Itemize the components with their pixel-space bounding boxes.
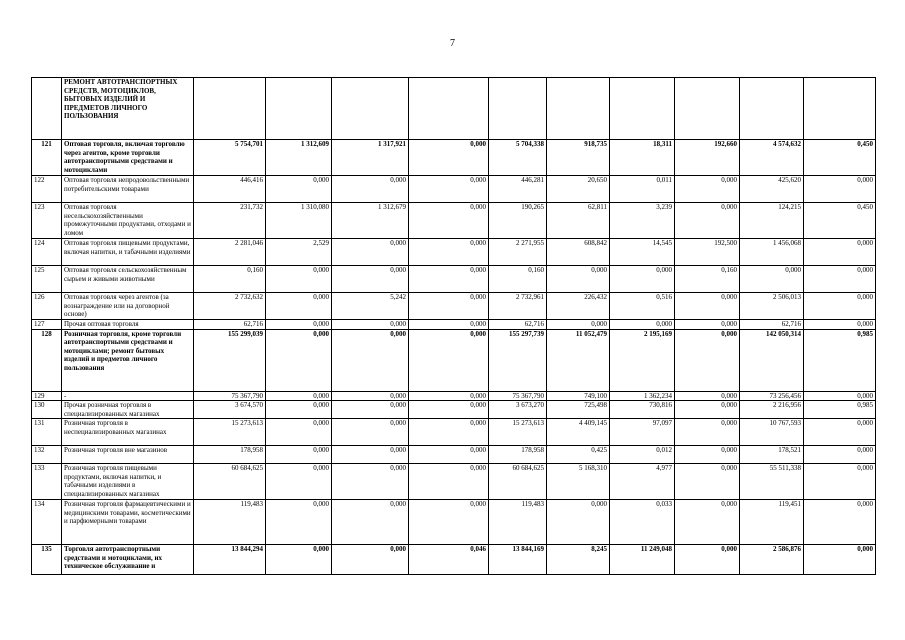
value-cell: 2 732,632 (194, 293, 266, 320)
value-cell: 730,816 (610, 401, 675, 419)
value-cell: 0,000 (804, 176, 876, 203)
value-cell: 0,000 (804, 293, 876, 320)
value-cell (409, 78, 489, 140)
value-cell: 0,985 (804, 401, 876, 419)
value-cell: 0,000 (409, 401, 489, 419)
value-cell: 231,732 (194, 203, 266, 239)
value-cell: 5 704,338 (489, 140, 547, 176)
value-cell: 0,000 (266, 446, 332, 464)
value-cell: 0,000 (332, 401, 409, 419)
value-cell: 0,985 (804, 329, 876, 391)
value-cell: 0,000 (266, 500, 332, 545)
page-number: 7 (450, 38, 455, 49)
value-cell: 18,311 (610, 140, 675, 176)
value-cell: 0,000 (804, 500, 876, 545)
value-cell: 0,000 (740, 266, 804, 293)
value-cell: 2 281,046 (194, 239, 266, 266)
activity-name: Оптовая торговля через агентов (за вознаграждение или на договорной основе) (62, 293, 194, 320)
value-cell: 0,000 (332, 329, 409, 391)
value-cell: 190,265 (489, 203, 547, 239)
value-cell: 0,000 (409, 203, 489, 239)
value-cell: 1 317,921 (332, 140, 409, 176)
activity-name: РЕМОНТ АВТОТРАНСПОРТНЫХ СРЕДСТВ, МОТОЦИКЛОВ, БЫТОВЫХ ИЗДЕЛИЙ И ПРЕДМЕТОВ ЛИЧНОГО ПОЛЬЗОВАНИЯ (62, 78, 194, 140)
value-cell: 15 273,613 (194, 419, 266, 446)
value-cell: 0,000 (547, 500, 610, 545)
table-row (32, 293, 876, 320)
value-cell: 142 050,314 (740, 329, 804, 391)
value-cell: 0,000 (332, 464, 409, 500)
row-number: 133 (32, 464, 62, 500)
value-cell: 425,620 (740, 176, 804, 203)
value-cell (610, 78, 675, 140)
activity-name: - (62, 391, 194, 401)
value-cell: 4 409,145 (547, 419, 610, 446)
value-cell: 0,000 (804, 266, 876, 293)
value-cell: 1 312,609 (266, 140, 332, 176)
value-cell: 13 844,169 (489, 545, 547, 575)
row-number: 127 (32, 320, 62, 330)
value-cell: 3 673,270 (489, 401, 547, 419)
table-row (32, 545, 876, 575)
value-cell: 0,425 (547, 446, 610, 464)
table-row (32, 78, 876, 140)
value-cell: 0,000 (804, 320, 876, 330)
activity-name: Оптовая торговля сельскохозяйственным сырьем и живыми животными (62, 266, 194, 293)
value-cell: 0,000 (409, 329, 489, 391)
value-cell: 0,000 (409, 464, 489, 500)
value-cell: 5,242 (332, 293, 409, 320)
value-cell: 178,958 (194, 446, 266, 464)
row-number: 123 (32, 203, 62, 239)
value-cell: 0,000 (409, 391, 489, 401)
value-cell: 0,000 (332, 239, 409, 266)
value-cell: 178,958 (489, 446, 547, 464)
value-cell: 0,046 (409, 545, 489, 575)
value-cell: 446,281 (489, 176, 547, 203)
value-cell: 4 574,632 (740, 140, 804, 176)
value-cell: 0,000 (266, 320, 332, 330)
value-cell: 0,012 (610, 446, 675, 464)
value-cell: 10 767,593 (740, 419, 804, 446)
value-cell: 75 367,790 (489, 391, 547, 401)
activity-name: Прочая розничная торговля в специализированных магазинах (62, 401, 194, 419)
row-number: 126 (32, 293, 62, 320)
value-cell: 0,000 (547, 320, 610, 330)
value-cell: 14,545 (610, 239, 675, 266)
row-number: 122 (32, 176, 62, 203)
table-row (32, 419, 876, 446)
value-cell: 11 052,479 (547, 329, 610, 391)
table-row (32, 203, 876, 239)
value-cell (675, 78, 740, 140)
value-cell: 192,500 (675, 239, 740, 266)
value-cell: 0,000 (804, 446, 876, 464)
value-cell: 0,000 (332, 545, 409, 575)
value-cell (740, 78, 804, 140)
value-cell: 0,000 (332, 176, 409, 203)
value-cell: 62,811 (547, 203, 610, 239)
value-cell: 0,000 (266, 401, 332, 419)
activity-name: Оптовая торговля несельскохозяйственными промежуточными продуктами, отходами и ломом (62, 203, 194, 239)
row-number: 124 (32, 239, 62, 266)
row-number: 128 (32, 329, 62, 391)
value-cell: 62,716 (194, 320, 266, 330)
activity-name: Прочая оптовая торговля (62, 320, 194, 330)
value-cell: 0,000 (804, 391, 876, 401)
value-cell: 119,451 (740, 500, 804, 545)
value-cell: 0,000 (409, 320, 489, 330)
activity-name: Торговля автотранспортными средствами и мотоциклами, их техническое обслуживание и (62, 545, 194, 575)
value-cell: 2 195,169 (610, 329, 675, 391)
value-cell: 0,000 (804, 464, 876, 500)
value-cell: 0,450 (804, 203, 876, 239)
value-cell: 0,000 (266, 266, 332, 293)
row-number: 135 (32, 545, 62, 575)
value-cell (489, 78, 547, 140)
value-cell: 0,000 (547, 266, 610, 293)
value-cell: 0,000 (675, 176, 740, 203)
value-cell: 0,033 (610, 500, 675, 545)
value-cell: 192,660 (675, 140, 740, 176)
value-cell: 0,000 (409, 266, 489, 293)
value-cell (547, 78, 610, 140)
value-cell: 446,416 (194, 176, 266, 203)
table-row (32, 464, 876, 500)
table-row (32, 446, 876, 464)
value-cell: 0,000 (804, 239, 876, 266)
value-cell: 0,160 (489, 266, 547, 293)
value-cell: 0,000 (675, 419, 740, 446)
table-row (32, 320, 876, 330)
activity-name: Оптовая торговля, включая торговлю через агентов, кроме торговли автотранспортными средствами и мотоциклами (62, 140, 194, 176)
row-number: 134 (32, 500, 62, 545)
value-cell: 2 271,955 (489, 239, 547, 266)
activity-name: Оптовая торговля пищевыми продуктами, включая напитки, и табачными изделиями (62, 239, 194, 266)
value-cell: 0,000 (266, 293, 332, 320)
value-cell: 4,977 (610, 464, 675, 500)
value-cell: 8,245 (547, 545, 610, 575)
value-cell: 918,735 (547, 140, 610, 176)
value-cell: 0,000 (675, 500, 740, 545)
value-cell: 0,000 (675, 401, 740, 419)
value-cell: 0,450 (804, 140, 876, 176)
value-cell: 749,100 (547, 391, 610, 401)
value-cell: 155 299,039 (194, 329, 266, 391)
value-cell: 124,215 (740, 203, 804, 239)
value-cell: 0,000 (266, 329, 332, 391)
value-cell: 0,000 (266, 419, 332, 446)
value-cell: 0,000 (675, 320, 740, 330)
value-cell: 1 310,080 (266, 203, 332, 239)
row-number: 129 (32, 391, 62, 401)
value-cell: 155 297,739 (489, 329, 547, 391)
value-cell: 62,716 (740, 320, 804, 330)
value-cell: 0,000 (675, 391, 740, 401)
value-cell: 0,000 (332, 391, 409, 401)
value-cell: 2 216,956 (740, 401, 804, 419)
value-cell: 0,000 (266, 176, 332, 203)
value-cell: 0,000 (409, 419, 489, 446)
row-number: 130 (32, 401, 62, 419)
table-row (32, 329, 876, 391)
table-row (32, 266, 876, 293)
value-cell: 13 844,294 (194, 545, 266, 575)
value-cell: 0,000 (804, 419, 876, 446)
value-cell: 0,160 (194, 266, 266, 293)
value-cell: 0,000 (409, 176, 489, 203)
value-cell: 0,000 (409, 140, 489, 176)
value-cell: 0,000 (332, 446, 409, 464)
value-cell: 0,000 (675, 446, 740, 464)
value-cell: 5 168,310 (547, 464, 610, 500)
value-cell (804, 78, 876, 140)
value-cell: 0,000 (409, 500, 489, 545)
value-cell: 0,160 (675, 266, 740, 293)
value-cell: 20,650 (547, 176, 610, 203)
value-cell: 55 511,338 (740, 464, 804, 500)
value-cell: 3,239 (610, 203, 675, 239)
value-cell: 178,521 (740, 446, 804, 464)
value-cell: 608,842 (547, 239, 610, 266)
value-cell: 0,000 (266, 464, 332, 500)
value-cell: 0,000 (804, 545, 876, 575)
row-number: 132 (32, 446, 62, 464)
value-cell: 0,000 (409, 239, 489, 266)
value-cell: 0,000 (675, 464, 740, 500)
value-cell: 2 586,876 (740, 545, 804, 575)
activity-name: Розничная торговля вне магазинов (62, 446, 194, 464)
table-row (32, 176, 876, 203)
value-cell: 0,000 (409, 293, 489, 320)
table-row (32, 391, 876, 401)
value-cell (266, 78, 332, 140)
value-cell: 11 249,048 (610, 545, 675, 575)
value-cell: 2,529 (266, 239, 332, 266)
value-cell: 0,000 (675, 293, 740, 320)
value-cell: 0,000 (332, 320, 409, 330)
value-cell: 73 256,456 (740, 391, 804, 401)
value-cell: 0,000 (266, 391, 332, 401)
value-cell: 3 674,570 (194, 401, 266, 419)
activity-name: Розничная торговля пищевыми продуктами, включая напитки, и табачными изделиями в специализированных магазинах (62, 464, 194, 500)
activity-name: Оптовая торговля непродовольственными потребительскими товарами (62, 176, 194, 203)
row-number: 121 (32, 140, 62, 176)
value-cell: 0,011 (610, 176, 675, 203)
value-cell: 75 367,790 (194, 391, 266, 401)
value-cell: 97,097 (610, 419, 675, 446)
value-cell: 0,000 (610, 266, 675, 293)
value-cell: 119,483 (194, 500, 266, 545)
value-cell: 0,516 (610, 293, 675, 320)
activity-name: Розничная торговля в неспециализированных магазинах (62, 419, 194, 446)
value-cell: 2 732,961 (489, 293, 547, 320)
value-cell: 60 684,625 (489, 464, 547, 500)
value-cell: 0,000 (610, 320, 675, 330)
value-cell: 725,498 (547, 401, 610, 419)
value-cell: 226,432 (547, 293, 610, 320)
activity-name: Розничная торговля фармацевтическими и медицинскими товарами, косметическими и парфюмерными товарами (62, 500, 194, 545)
row-number: 131 (32, 419, 62, 446)
value-cell: 2 506,013 (740, 293, 804, 320)
row-number: 125 (32, 266, 62, 293)
table-row (32, 500, 876, 545)
value-cell: 62,716 (489, 320, 547, 330)
value-cell: 1 312,679 (332, 203, 409, 239)
row-number (32, 78, 62, 140)
value-cell: 119,483 (489, 500, 547, 545)
value-cell: 0,000 (332, 266, 409, 293)
value-cell: 0,000 (675, 329, 740, 391)
activity-name: Розничная торговля, кроме торговли автотранспортными средствами и мотоциклами; ремонт бытовых изделий и предметов личного пользования (62, 329, 194, 391)
table-row (32, 239, 876, 266)
value-cell: 0,000 (675, 545, 740, 575)
value-cell: 0,000 (332, 419, 409, 446)
value-cell (194, 78, 266, 140)
value-cell: 15 273,613 (489, 419, 547, 446)
value-cell: 0,000 (266, 545, 332, 575)
value-cell: 0,000 (409, 446, 489, 464)
value-cell: 0,000 (332, 500, 409, 545)
value-cell: 1 456,068 (740, 239, 804, 266)
value-cell: 5 754,701 (194, 140, 266, 176)
value-cell (332, 78, 409, 140)
statistics-table (31, 77, 876, 575)
table-row (32, 401, 876, 419)
table-row (32, 140, 876, 176)
value-cell: 0,000 (675, 203, 740, 239)
value-cell: 60 684,625 (194, 464, 266, 500)
value-cell: 1 362,234 (610, 391, 675, 401)
